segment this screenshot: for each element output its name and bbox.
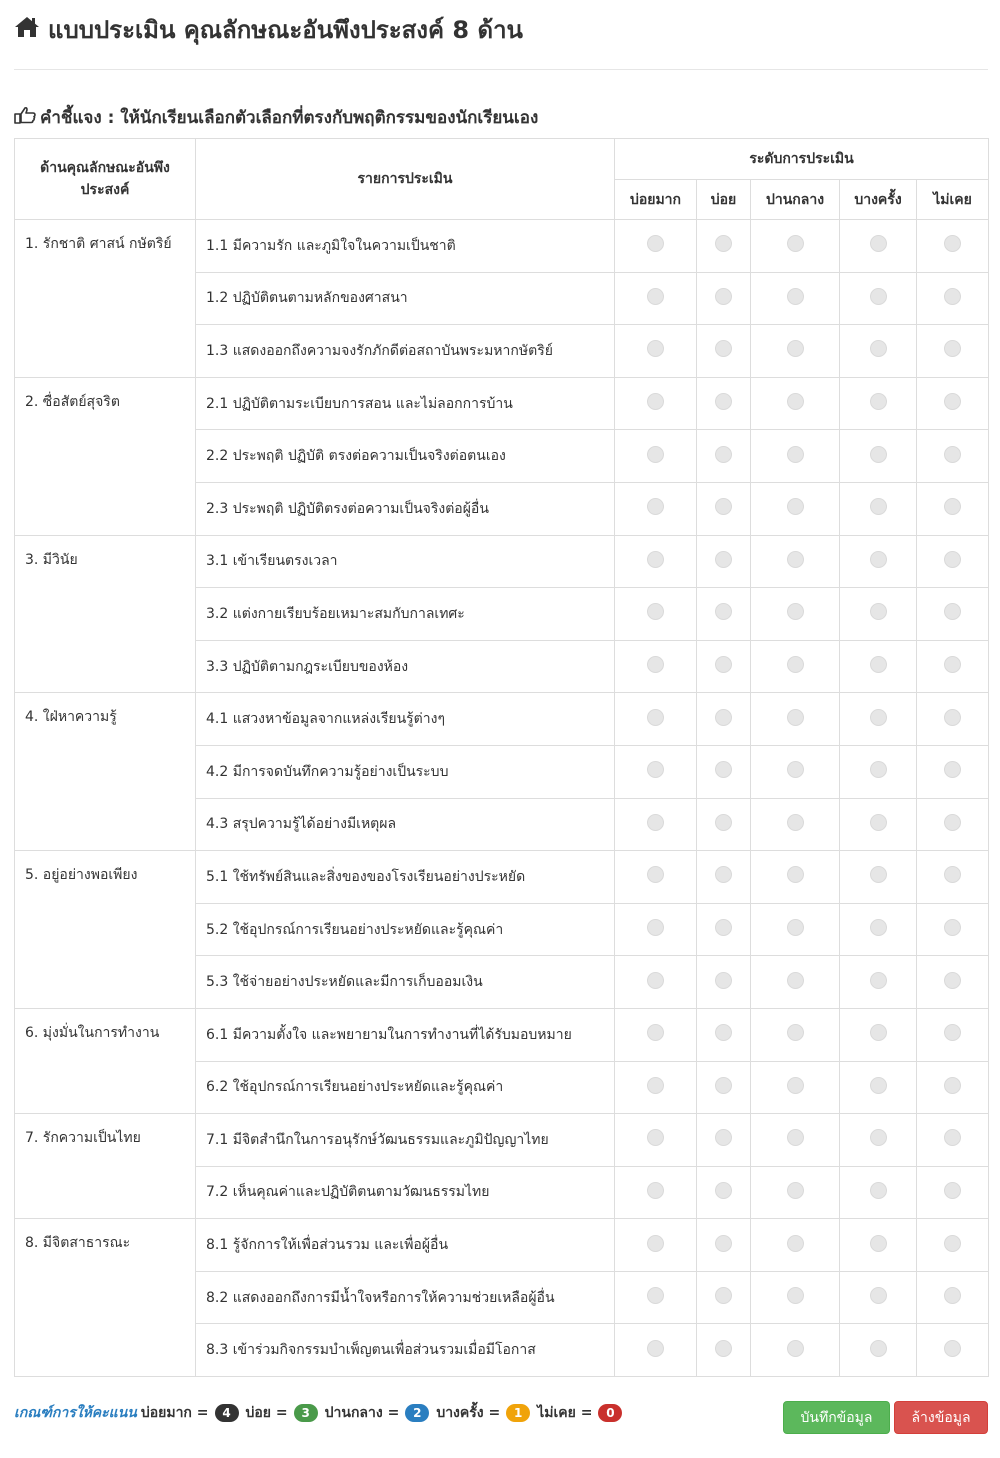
rating-radio[interactable] — [647, 1340, 664, 1357]
item-cell: 3.1 เข้าเรียนตรงเวลา — [196, 535, 615, 588]
item-cell: 3.3 ปฏิบัติตามกฎระเบียบของห้อง — [196, 640, 615, 693]
radio-cell — [917, 1219, 989, 1272]
radio-cell — [917, 377, 989, 430]
radio-cell — [840, 1271, 917, 1324]
domain-cell: 7. รักความเป็นไทย — [15, 1114, 196, 1219]
score-badge: 4 — [215, 1404, 239, 1422]
radio-cell — [840, 903, 917, 956]
divider — [14, 69, 988, 70]
rating-radio[interactable] — [787, 866, 804, 883]
radio-cell — [751, 482, 840, 535]
radio-cell — [615, 745, 697, 798]
header-level-1: บ่อย — [697, 180, 751, 220]
radio-cell — [615, 1324, 697, 1377]
domain-cell: 6. มุ่งมั่นในการทำงาน — [15, 1008, 196, 1113]
item-cell: 7.2 เห็นคุณค่าและปฏิบัติตนตามวัฒนธรรมไทย — [196, 1166, 615, 1219]
radio-cell — [697, 1061, 751, 1114]
rating-radio[interactable] — [715, 446, 732, 463]
radio-cell — [697, 956, 751, 1009]
radio-cell — [615, 956, 697, 1009]
rating-radio[interactable] — [944, 340, 961, 357]
rating-radio[interactable] — [870, 340, 887, 357]
rating-radio[interactable] — [787, 814, 804, 831]
rating-radio[interactable] — [787, 551, 804, 568]
rating-radio[interactable] — [787, 1024, 804, 1041]
radio-cell — [917, 956, 989, 1009]
domain-cell: 5. อยู่อย่างพอเพียง — [15, 851, 196, 1009]
radio-cell — [917, 903, 989, 956]
radio-cell — [697, 588, 751, 641]
radio-cell — [615, 1271, 697, 1324]
header-level: ระดับการประเมิน — [615, 139, 989, 180]
item-cell: 8.1 รู้จักการให้เพื่อส่วนรวม และเพื่อผู้อื่น — [196, 1219, 615, 1272]
radio-cell — [751, 272, 840, 325]
rating-radio[interactable] — [647, 814, 664, 831]
rating-radio[interactable] — [944, 1287, 961, 1304]
item-cell: 8.2 แสดงออกถึงการมีน้ำใจหรือการให้ความช่วยเหลือผู้อื่น — [196, 1271, 615, 1324]
radio-cell — [751, 1271, 840, 1324]
radio-cell — [697, 798, 751, 851]
radio-cell — [751, 798, 840, 851]
legend-label: ไม่เคย = — [537, 1405, 593, 1421]
radio-cell — [840, 377, 917, 430]
radio-cell — [840, 851, 917, 904]
score-badge: 2 — [405, 1404, 429, 1422]
rating-radio[interactable] — [715, 393, 732, 410]
rating-radio[interactable] — [870, 656, 887, 673]
rating-radio[interactable] — [787, 1235, 804, 1252]
rating-radio[interactable] — [647, 1024, 664, 1041]
rating-radio[interactable] — [647, 866, 664, 883]
radio-cell — [751, 851, 840, 904]
rating-radio[interactable] — [647, 1182, 664, 1199]
clear-button[interactable]: ล้างข้อมูล — [894, 1401, 988, 1434]
rating-radio[interactable] — [715, 498, 732, 515]
radio-cell — [615, 1114, 697, 1167]
domain-cell: 3. มีวินัย — [15, 535, 196, 693]
radio-cell — [615, 1166, 697, 1219]
rating-radio[interactable] — [647, 919, 664, 936]
rating-radio[interactable] — [944, 866, 961, 883]
table-row — [15, 535, 989, 588]
radio-cell — [615, 640, 697, 693]
radio-cell — [615, 693, 697, 746]
radio-cell — [697, 1324, 751, 1377]
rating-radio[interactable] — [647, 393, 664, 410]
rating-radio[interactable] — [647, 1287, 664, 1304]
rating-radio[interactable] — [870, 1287, 887, 1304]
rating-radio[interactable] — [647, 972, 664, 989]
item-cell: 1.3 แสดงออกถึงความจงรักภักดีต่อสถาบันพระมหากษัตริย์ — [196, 325, 615, 378]
rating-radio[interactable] — [944, 656, 961, 673]
radio-cell — [840, 482, 917, 535]
radio-cell — [615, 798, 697, 851]
domain-cell: 4. ใฝ่หาความรู้ — [15, 693, 196, 851]
rating-radio[interactable] — [944, 393, 961, 410]
score-badge: 3 — [294, 1404, 318, 1422]
rating-radio[interactable] — [944, 1077, 961, 1094]
legend-label: บ่อยมาก = — [140, 1405, 209, 1421]
radio-cell — [751, 1324, 840, 1377]
header-domain: ด้านคุณลักษณะอันพึงประสงค์ — [15, 139, 196, 220]
rating-radio[interactable] — [787, 1182, 804, 1199]
radio-cell — [697, 1219, 751, 1272]
radio-cell — [917, 1061, 989, 1114]
domain-cell: 2. ซื่อสัตย์สุจริต — [15, 377, 196, 535]
radio-cell — [697, 430, 751, 483]
rating-radio[interactable] — [715, 1077, 732, 1094]
radio-cell — [751, 588, 840, 641]
radio-cell — [840, 272, 917, 325]
rating-radio[interactable] — [870, 866, 887, 883]
radio-cell — [840, 325, 917, 378]
radio-cell — [615, 903, 697, 956]
radio-cell — [840, 1114, 917, 1167]
rating-radio[interactable] — [944, 1024, 961, 1041]
header-items: รายการประเมิน — [196, 139, 615, 220]
radio-cell — [751, 535, 840, 588]
rating-radio[interactable] — [647, 1129, 664, 1146]
rating-radio[interactable] — [787, 603, 804, 620]
radio-cell — [840, 535, 917, 588]
radio-cell — [697, 851, 751, 904]
rating-radio[interactable] — [787, 656, 804, 673]
legend-label: บางครั้ง = — [436, 1405, 501, 1421]
radio-cell — [751, 1114, 840, 1167]
radio-cell — [917, 1271, 989, 1324]
item-cell: 8.3 เข้าร่วมกิจกรรมบำเพ็ญตนเพื่อส่วนรวมเมื่อมีโอกาส — [196, 1324, 615, 1377]
rating-radio[interactable] — [944, 972, 961, 989]
radio-cell — [751, 693, 840, 746]
rating-radio[interactable] — [715, 656, 732, 673]
radio-cell — [840, 1219, 917, 1272]
rating-radio[interactable] — [870, 972, 887, 989]
rating-radio[interactable] — [647, 340, 664, 357]
rating-radio[interactable] — [870, 393, 887, 410]
rating-radio[interactable] — [787, 393, 804, 410]
radio-cell — [917, 1114, 989, 1167]
rating-radio[interactable] — [715, 972, 732, 989]
save-button[interactable]: บันทึกข้อมูล — [783, 1401, 890, 1434]
header-level-4: ไม่เคย — [917, 180, 989, 220]
radio-cell — [917, 1008, 989, 1061]
radio-cell — [751, 903, 840, 956]
radio-cell — [840, 1324, 917, 1377]
radio-cell — [751, 1219, 840, 1272]
score-badge: 0 — [598, 1404, 622, 1422]
radio-cell — [615, 1219, 697, 1272]
rating-radio[interactable] — [944, 814, 961, 831]
rating-radio[interactable] — [944, 498, 961, 515]
rating-radio[interactable] — [870, 446, 887, 463]
rating-radio[interactable] — [647, 235, 664, 252]
rating-radio[interactable] — [787, 709, 804, 726]
rating-radio[interactable] — [715, 340, 732, 357]
radio-cell — [697, 377, 751, 430]
rating-radio[interactable] — [647, 1235, 664, 1252]
radio-cell — [917, 640, 989, 693]
rating-radio[interactable] — [944, 1129, 961, 1146]
rating-radio[interactable] — [715, 866, 732, 883]
radio-cell — [615, 1061, 697, 1114]
radio-cell — [840, 956, 917, 1009]
radio-cell — [917, 693, 989, 746]
item-cell: 5.3 ใช้จ่ายอย่างประหยัดและมีการเก็บออมเงิน — [196, 956, 615, 1009]
radio-cell — [697, 640, 751, 693]
radio-cell — [697, 325, 751, 378]
item-cell: 2.2 ประพฤติ ปฏิบัติ ตรงต่อความเป็นจริงต่อตนเอง — [196, 430, 615, 483]
rating-radio[interactable] — [870, 1077, 887, 1094]
rating-radio[interactable] — [944, 603, 961, 620]
rating-radio[interactable] — [870, 288, 887, 305]
radio-cell — [697, 1008, 751, 1061]
page-title — [14, 10, 523, 49]
rating-radio[interactable] — [647, 288, 664, 305]
radio-cell — [917, 745, 989, 798]
radio-cell — [840, 430, 917, 483]
rating-radio[interactable] — [787, 1287, 804, 1304]
hand-pointer-icon — [14, 106, 36, 129]
radio-cell — [615, 482, 697, 535]
radio-cell — [840, 1166, 917, 1219]
radio-cell — [697, 272, 751, 325]
rating-radio[interactable] — [647, 551, 664, 568]
page-title-text: แบบประเมิน คุณลักษณะอันพึงประสงค์ 8 ด้าน — [48, 16, 523, 44]
instruction — [14, 104, 538, 131]
radio-cell — [840, 1061, 917, 1114]
item-cell: 7.1 มีจิตสำนึกในการอนุรักษ์วัฒนธรรมและภูมิปัญญาไทย — [196, 1114, 615, 1167]
radio-cell — [697, 693, 751, 746]
header-level-2: ปานกลาง — [751, 180, 840, 220]
radio-cell — [917, 430, 989, 483]
rating-radio[interactable] — [715, 1235, 732, 1252]
rating-radio[interactable] — [715, 235, 732, 252]
radio-cell — [840, 798, 917, 851]
radio-cell — [615, 272, 697, 325]
legend-title: เกณฑ์การให้คะแนน — [14, 1405, 137, 1421]
radio-cell — [615, 535, 697, 588]
rating-radio[interactable] — [647, 498, 664, 515]
rating-radio[interactable] — [787, 1077, 804, 1094]
radio-cell — [840, 640, 917, 693]
radio-cell — [917, 220, 989, 273]
rating-radio[interactable] — [715, 1287, 732, 1304]
item-cell: 1.1 มีความรัก และภูมิใจในความเป็นชาติ — [196, 220, 615, 273]
table-row — [15, 220, 989, 273]
rating-radio[interactable] — [944, 709, 961, 726]
rating-radio[interactable] — [944, 1340, 961, 1357]
radio-cell — [917, 588, 989, 641]
radio-cell — [751, 956, 840, 1009]
radio-cell — [697, 1166, 751, 1219]
radio-cell — [615, 220, 697, 273]
radio-cell — [917, 1166, 989, 1219]
radio-cell — [751, 430, 840, 483]
rating-radio[interactable] — [787, 1129, 804, 1146]
rating-radio[interactable] — [870, 814, 887, 831]
radio-cell — [917, 798, 989, 851]
rating-radio[interactable] — [647, 709, 664, 726]
radio-cell — [840, 220, 917, 273]
rating-radio[interactable] — [787, 972, 804, 989]
item-cell: 5.1 ใช้ทรัพย์สินและสิ่งของของโรงเรียนอย่างประหยัด — [196, 851, 615, 904]
header-level-3: บางครั้ง — [840, 180, 917, 220]
header-level-0: บ่อยมาก — [615, 180, 697, 220]
radio-cell — [840, 745, 917, 798]
table-row — [15, 377, 989, 430]
scoring-legend — [14, 1402, 629, 1424]
rating-radio[interactable] — [944, 446, 961, 463]
rating-radio[interactable] — [715, 709, 732, 726]
radio-cell — [751, 325, 840, 378]
radio-cell — [751, 640, 840, 693]
item-cell: 1.2 ปฏิบัติตนตามหลักของศาสนา — [196, 272, 615, 325]
radio-cell — [615, 588, 697, 641]
item-cell: 2.1 ปฏิบัติตามระเบียบการสอน และไม่ลอกการบ้าน — [196, 377, 615, 430]
radio-cell — [840, 1008, 917, 1061]
rating-radio[interactable] — [870, 1182, 887, 1199]
rating-radio[interactable] — [787, 288, 804, 305]
radio-cell — [615, 430, 697, 483]
item-cell: 6.2 ใช้อุปกรณ์การเรียนอย่างประหยัดและรู้คุณค่า — [196, 1061, 615, 1114]
radio-cell — [751, 220, 840, 273]
radio-cell — [917, 851, 989, 904]
rating-radio[interactable] — [715, 603, 732, 620]
rating-radio[interactable] — [715, 1024, 732, 1041]
radio-cell — [751, 1061, 840, 1114]
rating-radio[interactable] — [944, 1235, 961, 1252]
radio-cell — [697, 482, 751, 535]
rating-radio[interactable] — [715, 814, 732, 831]
table-row — [15, 1219, 989, 1272]
rating-radio[interactable] — [944, 551, 961, 568]
instruction-text: คำชี้แจง : ให้นักเรียนเลือกตัวเลือกที่ตรงกับพฤติกรรมของนักเรียนเอง — [40, 108, 539, 128]
radio-cell — [751, 1008, 840, 1061]
item-cell: 5.2 ใช้อุปกรณ์การเรียนอย่างประหยัดและรู้คุณค่า — [196, 903, 615, 956]
table-row — [15, 851, 989, 904]
rating-radio[interactable] — [787, 340, 804, 357]
radio-cell — [751, 745, 840, 798]
rating-radio[interactable] — [647, 446, 664, 463]
rating-radio[interactable] — [787, 498, 804, 515]
radio-cell — [697, 1271, 751, 1324]
radio-cell — [917, 272, 989, 325]
radio-cell — [615, 1008, 697, 1061]
rating-radio[interactable] — [715, 1129, 732, 1146]
rating-radio[interactable] — [870, 235, 887, 252]
rating-radio[interactable] — [787, 761, 804, 778]
item-cell: 4.2 มีการจดบันทึกความรู้อย่างเป็นระบบ — [196, 745, 615, 798]
rating-radio[interactable] — [870, 551, 887, 568]
rating-radio[interactable] — [715, 288, 732, 305]
home-icon — [14, 15, 40, 45]
radio-cell — [697, 1114, 751, 1167]
rating-radio[interactable] — [944, 288, 961, 305]
radio-cell — [917, 1324, 989, 1377]
radio-cell — [697, 535, 751, 588]
rating-radio[interactable] — [787, 446, 804, 463]
rating-radio[interactable] — [870, 1024, 887, 1041]
score-badge: 1 — [506, 1404, 530, 1422]
rating-radio[interactable] — [787, 919, 804, 936]
table-row — [15, 1114, 989, 1167]
item-cell: 4.3 สรุปความรู้ได้อย่างมีเหตุผล — [196, 798, 615, 851]
rating-radio[interactable] — [870, 1235, 887, 1252]
radio-cell — [697, 745, 751, 798]
rating-radio[interactable] — [870, 1129, 887, 1146]
radio-cell — [615, 851, 697, 904]
item-cell: 6.1 มีความตั้งใจ และพยายามในการทำงานที่ได้รับมอบหมาย — [196, 1008, 615, 1061]
radio-cell — [697, 903, 751, 956]
rating-radio[interactable] — [647, 656, 664, 673]
rating-radio[interactable] — [715, 919, 732, 936]
legend-label: บ่อย = — [245, 1405, 288, 1421]
radio-cell — [615, 325, 697, 378]
radio-cell — [917, 535, 989, 588]
rating-radio[interactable] — [944, 1182, 961, 1199]
rating-radio[interactable] — [870, 498, 887, 515]
domain-cell: 8. มีจิตสาธารณะ — [15, 1219, 196, 1377]
radio-cell — [840, 693, 917, 746]
rating-radio[interactable] — [870, 603, 887, 620]
radio-cell — [840, 588, 917, 641]
rating-radio[interactable] — [787, 1340, 804, 1357]
rating-radio[interactable] — [715, 1182, 732, 1199]
table-row — [15, 693, 989, 746]
rating-radio[interactable] — [715, 551, 732, 568]
rating-radio[interactable] — [944, 919, 961, 936]
radio-cell — [697, 220, 751, 273]
rating-radio[interactable] — [715, 1340, 732, 1357]
radio-cell — [751, 377, 840, 430]
rating-radio[interactable] — [870, 919, 887, 936]
rating-radio[interactable] — [647, 603, 664, 620]
radio-cell — [615, 377, 697, 430]
item-cell: 4.1 แสวงหาข้อมูลจากแหล่งเรียนรู้ต่างๆ — [196, 693, 615, 746]
rating-radio[interactable] — [870, 1340, 887, 1357]
evaluation-table — [14, 138, 989, 1377]
legend-label: ปานกลาง = — [324, 1405, 400, 1421]
rating-radio[interactable] — [787, 235, 804, 252]
rating-radio[interactable] — [944, 761, 961, 778]
radio-cell — [917, 482, 989, 535]
radio-cell — [917, 325, 989, 378]
item-cell: 3.2 แต่งกายเรียบร้อยเหมาะสมกับกาลเทศะ — [196, 588, 615, 641]
rating-radio[interactable] — [647, 761, 664, 778]
rating-radio[interactable] — [870, 761, 887, 778]
radio-cell — [751, 1166, 840, 1219]
rating-radio[interactable] — [870, 709, 887, 726]
item-cell: 2.3 ประพฤติ ปฏิบัติตรงต่อความเป็นจริงต่อผู้อื่น — [196, 482, 615, 535]
table-row — [15, 1008, 989, 1061]
rating-radio[interactable] — [944, 235, 961, 252]
domain-cell: 1. รักชาติ ศาสน์ กษัตริย์ — [15, 220, 196, 378]
rating-radio[interactable] — [647, 1077, 664, 1094]
rating-radio[interactable] — [715, 761, 732, 778]
